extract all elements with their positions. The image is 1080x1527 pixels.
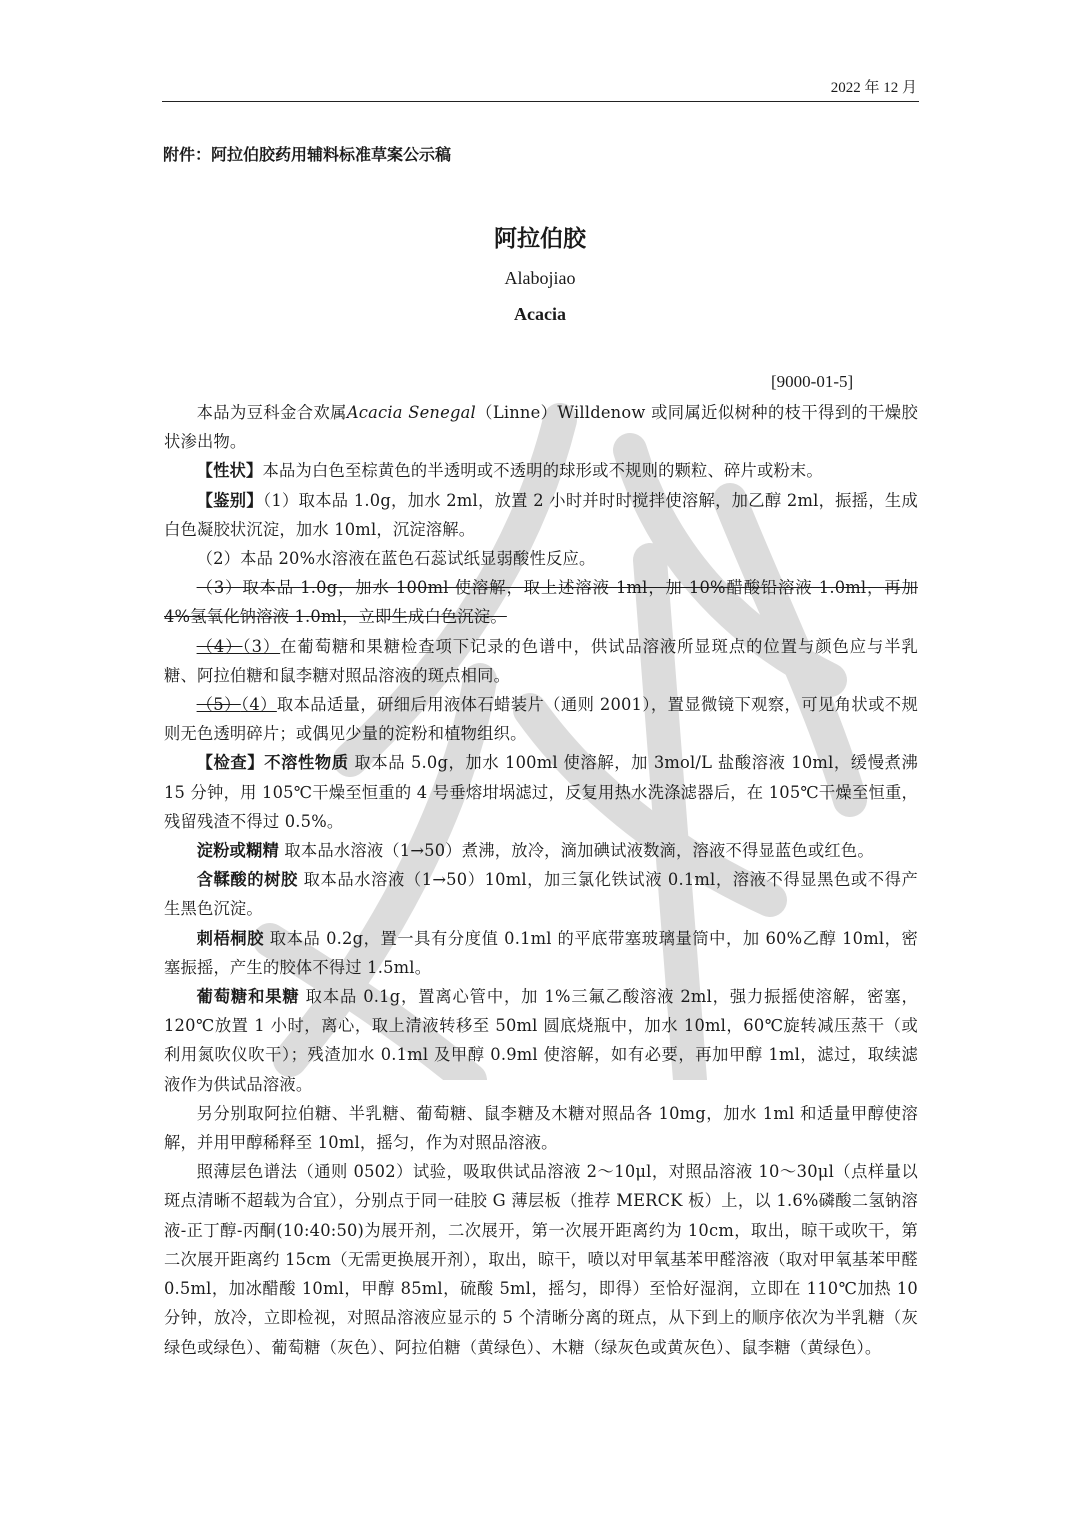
identification-label: 【鉴别】: [196, 490, 263, 510]
test-name: 刺梧桐胶: [196, 928, 265, 948]
test-text: 取本品水溶液（1→50）10ml，加三氯化铁试液 0.1ml，溶液不得显黑色或不得产生黑色沉淀。: [164, 870, 918, 919]
intro-text-a: 本品为豆科金合欢属: [196, 403, 347, 422]
test-sugars-reference: [164, 1099, 918, 1157]
inserted-number: （4）: [240, 695, 277, 715]
identification-item-4: [164, 632, 918, 690]
identification-item-3-deleted: [164, 573, 918, 631]
identification-item-1-text: （1）取本品 1.0g，加水 2ml，放置 2 小时并时时搅拌使溶解，加乙醇 2ml，振摇，生成白色凝胶状沉淀，加水 10ml，沉淀溶解。: [164, 490, 918, 539]
test-insoluble: [164, 748, 918, 836]
test-name: 葡萄糖和果糖: [196, 987, 300, 1007]
test-tannin: [164, 865, 918, 923]
inserted-number: （3）: [242, 636, 281, 656]
test-name: 淀粉或糊精: [196, 841, 280, 861]
monograph-latin-name: Acacia: [514, 304, 566, 324]
description-paragraph: [164, 456, 918, 485]
intro-text-b: （Linne）Willdenow 或同属近似树种的枝干得到的干燥胶状渗出物。: [164, 403, 918, 452]
identification-item-5-text: 取本品适量，研细后用液体石蜡装片（通则 2001），置显微镜下观察，可见角状或不规则无色透明碎片；或偶见少量的淀粉和植物组织。: [164, 695, 918, 744]
test-text: 取本品 5.0g，加水 100ml 使溶解，加 3mol/L 盐酸溶液 10ml，缓慢煮沸 15 分钟，用 105℃干燥至恒重的 4 号垂熔坩埚滤过，反复用热水洗涤滤器后，在 105℃干燥至恒重，残留残渣不得过 0.5%。: [164, 753, 918, 831]
cas-number: [9000-01-5]: [771, 372, 854, 391]
test-sugars-tlc: [164, 1157, 918, 1361]
deleted-number: （4）: [196, 636, 243, 656]
test-sugars: [164, 982, 918, 1099]
header-rule: [162, 101, 919, 102]
deleted-number: （5）: [196, 695, 241, 715]
header-date: 2022 年 12 月: [830, 80, 917, 96]
attachment-title: 附件：阿拉伯胶药用辅料标准草案公示稿: [163, 145, 452, 164]
monograph-pinyin: Alabojiao: [504, 268, 576, 288]
test-text: 取本品水溶液（1→50）煮沸，放冷，滴加碘试液数滴，溶液不得显蓝色或红色。: [284, 841, 874, 861]
description-text: 本品为白色至棕黄色的半透明或不透明的球形或不规则的颗粒、碎片或粉末。: [262, 461, 823, 481]
intro-paragraph: [164, 398, 918, 456]
description-label: 【性状】: [196, 461, 263, 481]
test-text: 取本品 0.1g，置离心管中，加 1%三氟乙酸溶液 2ml，强力振摇使溶解，密塞，120℃放置 1 小时，离心，取上清液转移至 50ml 圆底烧瓶中，加水 10ml，60℃旋转减压蒸干（或利用氮吹仪吹干）；残渣加水 0.1ml 及甲醇 0.9ml 使溶解，如有必要，再加甲醇 1ml，滤过，取续滤液作为供试品溶液。: [164, 987, 918, 1094]
monograph-body: [164, 398, 918, 1362]
test-text: 取本品 0.2g，置一具有分度值 0.1ml 的平底带塞玻璃量筒中，加 60%乙醇 10ml，密塞振摇，产生的胶体不得过 1.5ml。: [164, 928, 918, 977]
identification-item-4-text: 在葡萄糖和果糖检查项下记录的色谱中，供试品溶液所显斑点的位置与颜色应与半乳糖、阿拉伯糖和鼠李糖对照品溶液的斑点相同。: [164, 636, 918, 685]
test-name: 不溶性物质: [264, 753, 349, 773]
test-sterculia: [164, 924, 918, 982]
monograph-title: 阿拉伯胶: [494, 226, 586, 252]
species-name: Acacia Senegal: [346, 403, 476, 422]
test-name: 含鞣酸的树胶: [196, 870, 298, 890]
test-starch: [164, 836, 918, 865]
identification-item-5: [164, 690, 918, 748]
tests-label: 【检查】: [196, 753, 265, 773]
deleted-text: （3）取本品 1.0g，加水 100ml 使溶解，取上述溶液 1ml，加 10%醋酸铅溶液 1.0ml，再加 4%氢氧化钠溶液 1.0ml，立即生成白色沉淀。: [164, 578, 918, 627]
identification-item-1: [164, 486, 918, 544]
identification-item-2: [164, 544, 918, 573]
identification-item-2-text: （2）本品 20%水溶液在蓝色石蕊试纸显弱酸性反应。: [196, 549, 596, 569]
reference-solution-text: 另分别取阿拉伯糖、半乳糖、葡萄糖、鼠李糖及木糖对照品各 10mg，加水 1ml 和适量甲醇使溶解，并用甲醇稀释至 10ml，摇匀，作为对照品溶液。: [164, 1103, 918, 1153]
tlc-procedure-text: 照薄层色谱法（通则 0502）试验，吸取供试品溶液 2～10μl，对照品溶液 10～30μl（点样量以斑点清晰不超载为合宜），分别点于同一硅胶 G 薄层板（推荐 MERCK 板）上，以 1.6%磷酸二氢钠溶液-正丁醇-丙酮(10:40:50)为展开剂，二次展开，第一次展开距离约为 10cm，取出，晾干或吹干，第二次展开距离约 15cm（无需更换展开剂），取出，晾干，喷以对甲氧基苯甲醛溶液（取对甲氧基苯甲醛 0.5ml，加冰醋酸 10ml，甲醇 85ml，硫酸 5ml，摇匀，即得）至恰好湿润，立即在 110℃加热 10 分钟，放冷，立即检视，对照品溶液应显示的 5 个清晰分离的斑点，从下到上的顺序依次为半乳糖（灰绿色或绿色）、葡萄糖（灰色）、阿拉伯糖（黄绿色）、木糖（绿灰色或黄灰色）、鼠李糖（黄绿色）。: [164, 1162, 918, 1357]
